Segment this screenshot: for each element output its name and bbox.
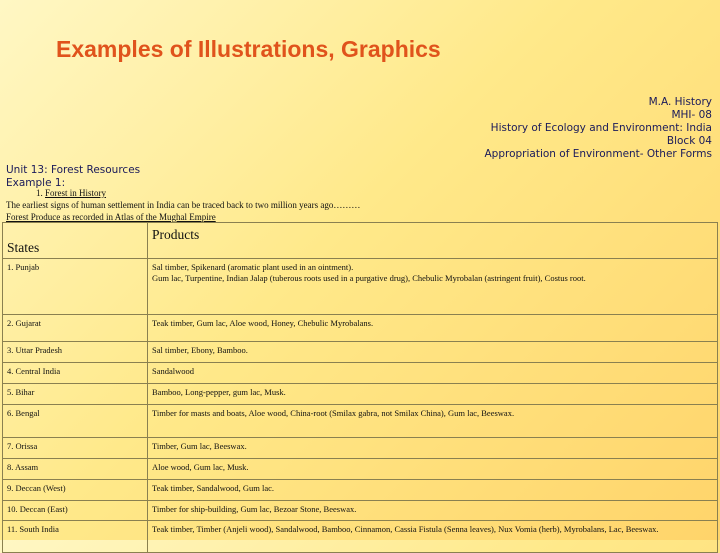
section-heading bbox=[36, 188, 106, 198]
caption-text: Forest Produce as recorded in Atlas of the Mughal Empire bbox=[6, 212, 216, 222]
state-cell: 1. Punjab bbox=[3, 259, 148, 315]
products-cell bbox=[148, 405, 718, 438]
products-text-continued: Gum lac, Turpentine, Indian Jalap (tuberous roots used in a purgative drug), Chebulic Myrobalan (astringent fruit), Costus root. bbox=[152, 273, 586, 283]
state-cell: 6. Bengal bbox=[3, 405, 148, 438]
products-cell bbox=[148, 315, 718, 342]
products-cell bbox=[148, 480, 718, 501]
table-header-row bbox=[3, 223, 718, 259]
state-cell: 7. Orissa bbox=[3, 438, 148, 459]
table-row bbox=[3, 501, 718, 521]
products-text: Sal timber, Spikenard (aromatic plant used in an ointment). bbox=[152, 262, 354, 272]
table-row bbox=[3, 384, 718, 405]
course-name: M.A. History bbox=[648, 96, 712, 108]
forest-produce-table bbox=[2, 222, 718, 553]
table-caption bbox=[6, 212, 216, 222]
products-text: Bamboo, Long-pepper, gum lac, Musk. bbox=[152, 387, 286, 397]
products-text: Sandalwood bbox=[152, 366, 195, 376]
state-cell: 11. South India bbox=[3, 521, 148, 553]
course-code: MHI- 08 bbox=[671, 109, 712, 121]
state-cell: 4. Central India bbox=[3, 363, 148, 384]
products-text: Teak timber, Gum lac, Aloe wood, Honey, Chebulic Myrobalans. bbox=[152, 318, 374, 328]
products-text: Sal timber, Ebony, Bamboo. bbox=[152, 345, 248, 355]
table-row bbox=[3, 438, 718, 459]
table-row bbox=[3, 259, 718, 315]
table-row bbox=[3, 405, 718, 438]
table-row bbox=[3, 342, 718, 363]
table-row bbox=[3, 315, 718, 342]
products-cell bbox=[148, 438, 718, 459]
block-title: Appropriation of Environment- Other Forms bbox=[484, 148, 712, 160]
products-text: Timber for ship-building, Gum lac, Bezoar Stone, Beeswax. bbox=[152, 504, 357, 514]
course-info bbox=[484, 96, 712, 161]
table-row bbox=[3, 459, 718, 480]
table-row bbox=[3, 363, 718, 384]
products-cell bbox=[148, 342, 718, 363]
products-cell bbox=[148, 363, 718, 384]
section-number: 1. bbox=[36, 188, 43, 198]
products-cell bbox=[148, 501, 718, 521]
state-cell: 9. Deccan (West) bbox=[3, 480, 148, 501]
table-row bbox=[3, 480, 718, 501]
state-cell: 2. Gujarat bbox=[3, 315, 148, 342]
products-cell bbox=[148, 384, 718, 405]
header-products: Products bbox=[148, 223, 718, 259]
table-row bbox=[3, 521, 718, 553]
header-states: States bbox=[3, 223, 148, 259]
products-text: Teak timber, Timber (Anjeli wood), Sandalwood, Bamboo, Cinnamon, Cassia Fistula (Senna leaves), Nux Vomia (herb), Myrobalans, Lac, Beeswax. bbox=[152, 524, 659, 534]
state-cell: 8. Assam bbox=[3, 459, 148, 480]
unit-title: Unit 13: Forest Resources bbox=[6, 164, 141, 176]
products-cell bbox=[148, 259, 718, 315]
unit-heading bbox=[6, 164, 140, 190]
state-cell: 5. Bihar bbox=[3, 384, 148, 405]
block-number: Block 04 bbox=[666, 135, 712, 147]
products-cell bbox=[148, 459, 718, 480]
state-cell: 10. Deccan (East) bbox=[3, 501, 148, 521]
products-text: Teak timber, Sandalwood, Gum lac. bbox=[152, 483, 275, 493]
products-text: Aloe wood, Gum lac, Musk. bbox=[152, 462, 249, 472]
intro-text: The earliest signs of human settlement in India can be traced back to two million years ago……… bbox=[6, 200, 361, 210]
page-title: Examples of Illustrations, Graphics bbox=[56, 36, 441, 62]
products-cell bbox=[148, 521, 718, 553]
state-cell: 3. Uttar Pradesh bbox=[3, 342, 148, 363]
section-title: Forest in History bbox=[45, 188, 107, 198]
products-text: Timber, Gum lac, Beeswax. bbox=[152, 441, 247, 451]
course-title: History of Ecology and Environment: India bbox=[490, 122, 712, 134]
products-text: Timber for masts and boats, Aloe wood, China-root (Smilax gabra, not Smilax China), Gum lac, Beeswax. bbox=[152, 408, 515, 418]
example-label: Example 1: bbox=[6, 177, 66, 189]
